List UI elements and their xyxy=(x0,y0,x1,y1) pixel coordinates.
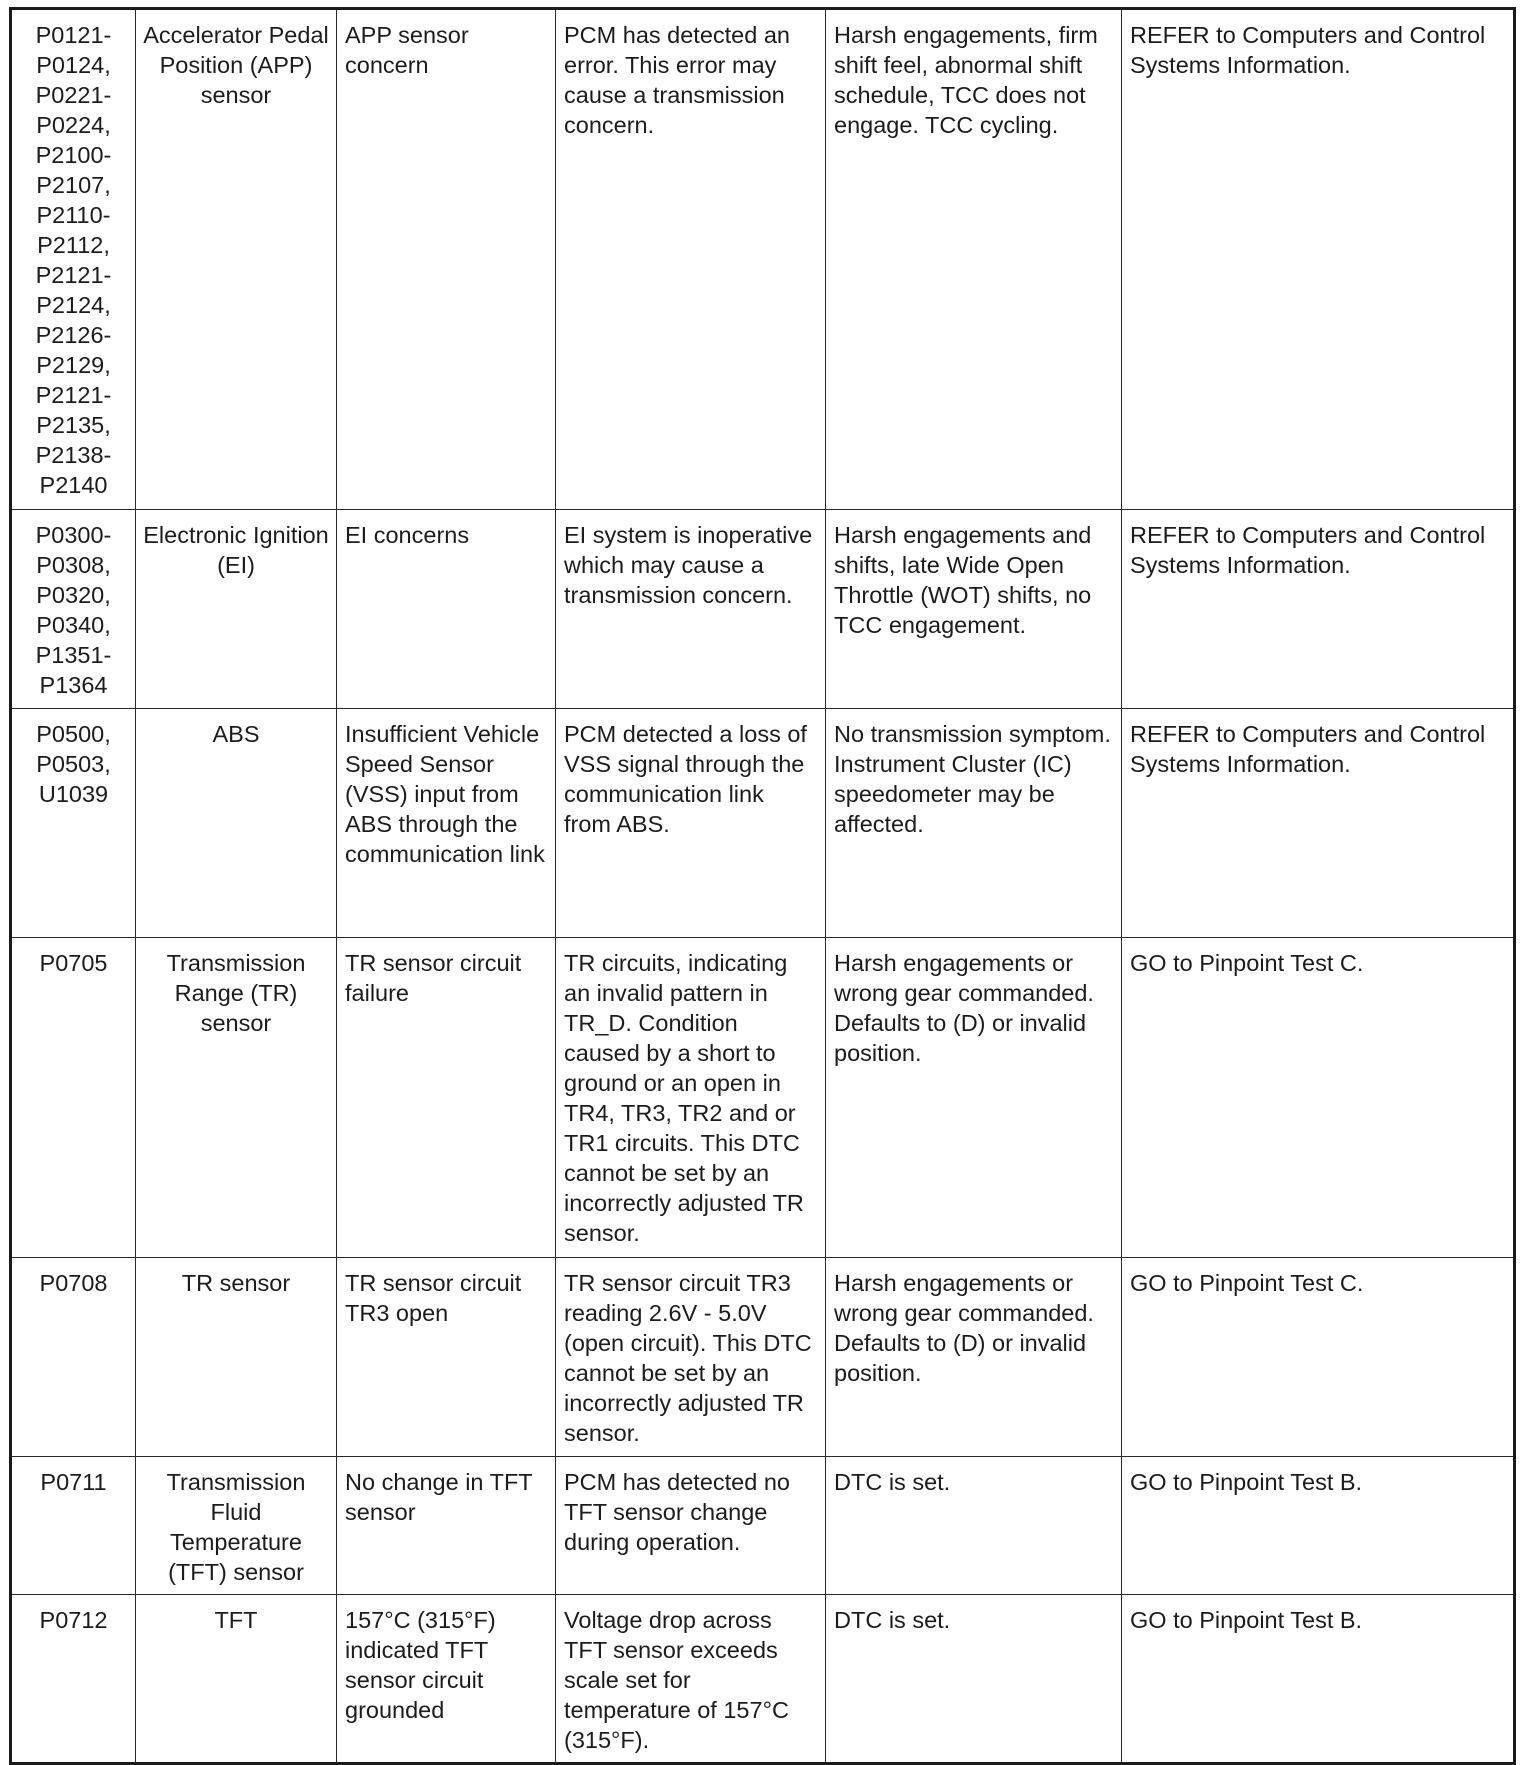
symptom-cell: Harsh engagements or wrong gear commanded. Defaults to (D) or invalid position. xyxy=(826,938,1122,1258)
action-cell: GO to Pinpoint Test C. xyxy=(1122,1258,1515,1457)
dtc-code-cell: P0705 xyxy=(11,938,136,1258)
table-row xyxy=(11,1457,1515,1595)
description-cell: TR sensor circuit TR3 open xyxy=(337,1258,556,1457)
table-row xyxy=(11,1258,1515,1457)
symptom-cell: Harsh engagements or wrong gear commanded. Defaults to (D) or invalid position. xyxy=(826,1258,1122,1457)
dtc-code-cell: P0708 xyxy=(11,1258,136,1457)
symptom-cell: Harsh engagements and shifts, late Wide Open Throttle (WOT) shifts, no TCC engagement. xyxy=(826,510,1122,709)
dtc-code-cell: P0121- P0124, P0221- P0224, P2100- P2107, P2110- P2112, P2121- P2124, P2126- P2129, P2121- P2135, P2138- P2140 xyxy=(11,9,136,510)
dtc-code-cell: P0300- P0308, P0320, P0340, P1351- P1364 xyxy=(11,510,136,709)
symptom-cell: DTC is set. xyxy=(826,1595,1122,1764)
table-row xyxy=(11,709,1515,938)
component-cell: Transmission Fluid Temperature (TFT) sensor xyxy=(136,1457,337,1595)
action-cell: GO to Pinpoint Test B. xyxy=(1122,1595,1515,1764)
description-cell: No change in TFT sensor xyxy=(337,1457,556,1595)
dtc-code-cell: P0711 xyxy=(11,1457,136,1595)
action-cell: GO to Pinpoint Test C. xyxy=(1122,938,1515,1258)
action-cell: REFER to Computers and Control Systems Information. xyxy=(1122,709,1515,938)
dtc-code-cell: P0712 xyxy=(11,1595,136,1764)
symptom-cell: Harsh engagements, firm shift feel, abnormal shift schedule, TCC does not engage. TCC cycling. xyxy=(826,9,1122,510)
action-cell: REFER to Computers and Control Systems Information. xyxy=(1122,9,1515,510)
condition-cell: PCM has detected no TFT sensor change during operation. xyxy=(556,1457,826,1595)
description-cell: 157°C (315°F) indicated TFT sensor circuit grounded xyxy=(337,1595,556,1764)
action-cell: REFER to Computers and Control Systems Information. xyxy=(1122,510,1515,709)
symptom-cell: No transmission symptom. Instrument Cluster (IC) speedometer may be affected. xyxy=(826,709,1122,938)
table-row xyxy=(11,510,1515,709)
description-cell: EI concerns xyxy=(337,510,556,709)
description-cell: APP sensor concern xyxy=(337,9,556,510)
table-row xyxy=(11,9,1515,510)
description-cell: TR sensor circuit failure xyxy=(337,938,556,1258)
component-cell: ABS xyxy=(136,709,337,938)
component-cell: TFT xyxy=(136,1595,337,1764)
condition-cell: TR sensor circuit TR3 reading 2.6V - 5.0V (open circuit). This DTC cannot be set by an incorrectly adjusted TR sensor. xyxy=(556,1258,826,1457)
component-cell: Transmission Range (TR) sensor xyxy=(136,938,337,1258)
table-row xyxy=(11,938,1515,1258)
condition-cell: TR circuits, indicating an invalid pattern in TR_D. Condition caused by a short to ground or an open in TR4, TR3, TR2 and or TR1 circuits. This DTC cannot be set by an incorrectly adjusted TR sensor. xyxy=(556,938,826,1258)
symptom-cell: DTC is set. xyxy=(826,1457,1122,1595)
condition-cell: Voltage drop across TFT sensor exceeds scale set for temperature of 157°C (315°F). xyxy=(556,1595,826,1764)
description-cell: Insufficient Vehicle Speed Sensor (VSS) input from ABS through the communication link xyxy=(337,709,556,938)
condition-cell: PCM has detected an error. This error may cause a transmission concern. xyxy=(556,9,826,510)
dtc-table xyxy=(9,7,1516,1765)
action-cell: GO to Pinpoint Test B. xyxy=(1122,1457,1515,1595)
component-cell: TR sensor xyxy=(136,1258,337,1457)
condition-cell: PCM detected a loss of VSS signal through the communication link from ABS. xyxy=(556,709,826,938)
condition-cell: EI system is inoperative which may cause a transmission concern. xyxy=(556,510,826,709)
component-cell: Electronic Ignition (EI) xyxy=(136,510,337,709)
component-cell: Accelerator Pedal Position (APP) sensor xyxy=(136,9,337,510)
table-row xyxy=(11,1595,1515,1764)
dtc-code-cell: P0500, P0503, U1039 xyxy=(11,709,136,938)
